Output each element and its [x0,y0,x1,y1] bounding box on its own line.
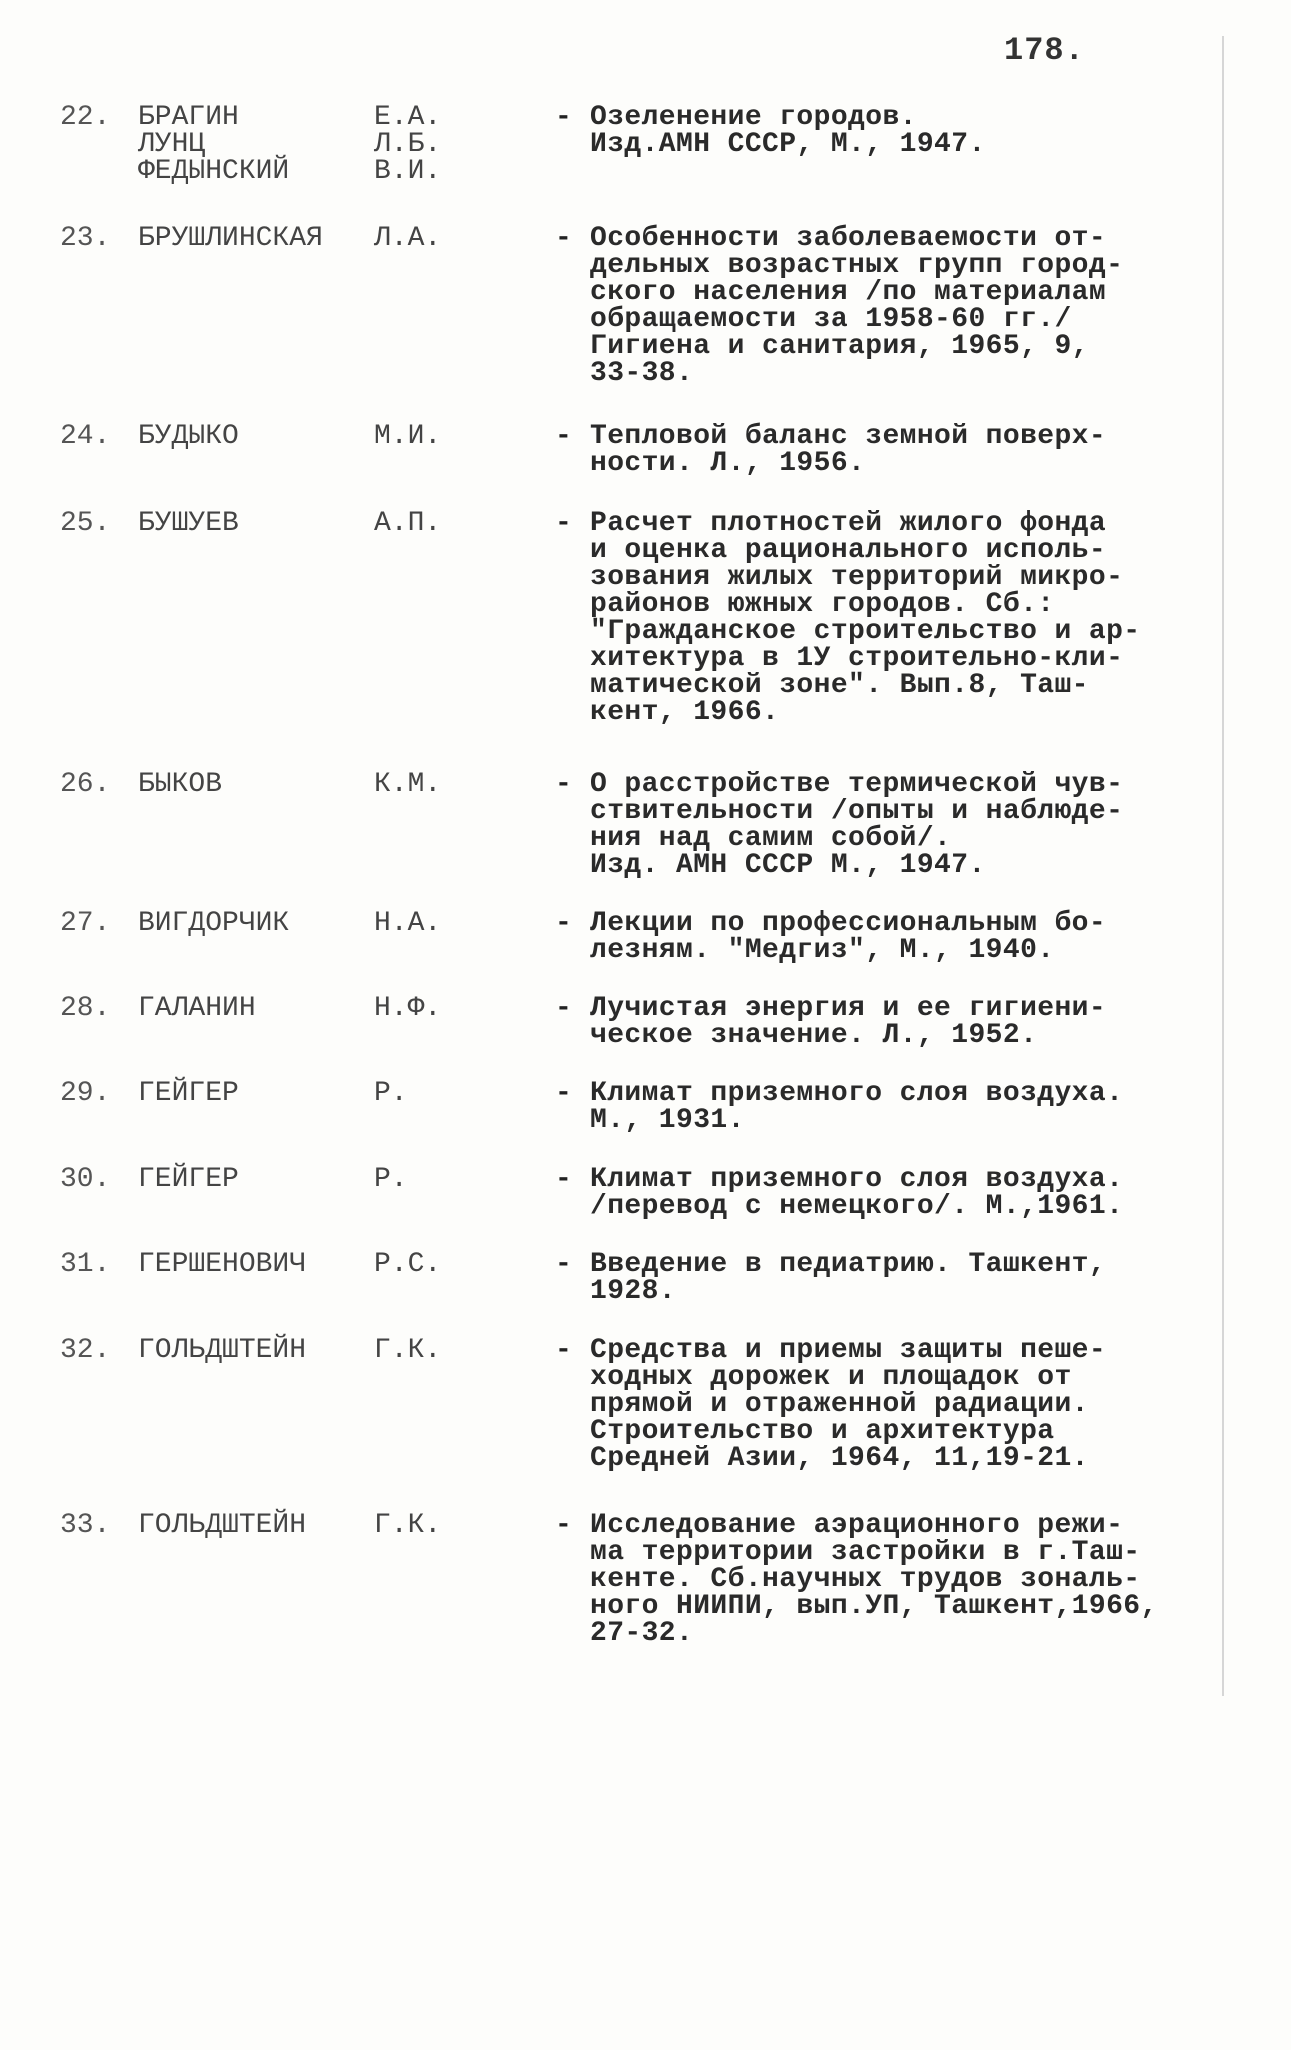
author-surname: ЛУНЦ [138,129,206,160]
reference-line: Строительство и архитектура [590,1416,1055,1447]
reference-line: Введение в педиатрию. Ташкент, [590,1249,1107,1280]
entry-number: 24. [60,421,111,452]
entry-authors [138,510,558,537]
author-initials: Л.Б. [374,129,442,160]
author-surname: ГЕЙГЕР [138,1164,239,1195]
entry-authors [138,1080,558,1107]
entry-number: 30. [60,1164,111,1195]
author-surname: ВИГДОРЧИК [138,908,290,939]
entry-reference [590,995,1220,1049]
reference-line: Средней Азии, 1964, 11,19-21. [590,1443,1089,1474]
author-initials: Р. [374,1164,408,1195]
reference-line: "Гражданское строительство и ар- [590,616,1141,647]
author-row [138,1337,558,1364]
entry-authors [138,1337,558,1364]
entry-reference [590,1251,1220,1305]
entry-dash: - [555,1078,572,1109]
entry-authors [138,1251,558,1278]
reference-line: Лекции по профессиональным бо- [590,908,1107,939]
reference-line: М., 1931. [590,1105,745,1136]
reference-line: Особенности заболеваемости от- [590,223,1107,254]
entry-dash: - [555,908,572,939]
entry-authors [138,1512,558,1539]
author-row [138,158,558,185]
reference-line: кенте. Сб.научных трудов зональ- [590,1564,1141,1595]
author-surname: БУДЫКО [138,421,239,452]
reference-line: ходных дорожек и площадок от [590,1362,1072,1393]
entry-number: 26. [60,769,111,800]
entry-authors [138,995,558,1022]
author-initials: Р. [374,1078,408,1109]
entry-dash: - [555,1335,572,1366]
author-surname: ГЕРШЕНОВИЧ [138,1249,307,1280]
entry-authors [138,225,558,252]
entry-number: 31. [60,1249,111,1280]
reference-line: обращаемости за 1958-60 гг./ [590,304,1072,335]
entry-reference [590,1080,1220,1134]
entry-authors [138,1166,558,1193]
author-initials: Е.А. [374,102,442,133]
reference-line: /перевод с немецкого/. М.,1961. [590,1191,1124,1222]
page-edge-line [1222,36,1224,1696]
reference-line: дельных возрастных групп город- [590,250,1124,281]
entry-dash: - [555,769,572,800]
reference-line: лезням. "Медгиз", М., 1940. [590,935,1055,966]
author-initials: Р.С. [374,1249,442,1280]
author-surname: ГАЛАНИН [138,993,256,1024]
author-surname: ГОЛЬДШТЕЙН [138,1510,307,1541]
reference-line: кент, 1966. [590,697,780,728]
author-row [138,423,558,450]
reference-line: Климат приземного слоя воздуха. [590,1164,1124,1195]
author-surname: БРАГИН [138,102,239,133]
reference-line: 1928. [590,1276,677,1307]
entry-dash: - [555,993,572,1024]
entry-dash: - [555,1510,572,1541]
entry-authors [138,423,558,450]
reference-line: хитектура в 1У строительно-кли- [590,643,1124,674]
reference-line: матической зоне". Вып.8, Таш- [590,670,1089,701]
entry-number: 25. [60,508,111,539]
entry-authors [138,771,558,798]
entry-reference [590,104,1220,158]
reference-line: Исследование аэрационного режи- [590,1510,1124,1541]
reference-line: Озеленение городов. [590,102,917,133]
reference-line: и оценка рационального исполь- [590,535,1107,566]
entry-dash: - [555,1249,572,1280]
reference-line: ности. Л., 1956. [590,448,866,479]
entry-reference [590,910,1220,964]
author-surname: БРУШЛИНСКАЯ [138,223,323,254]
author-row [138,510,558,537]
author-row [138,1251,558,1278]
reference-line: Расчет плотностей жилого фонда [590,508,1107,539]
author-initials: В.И. [374,156,442,187]
author-row [138,225,558,252]
reference-line: ния над самим собой/. [590,823,952,854]
reference-line: ского населения /по материалам [590,277,1107,308]
author-initials: К.М. [374,769,442,800]
reference-line: Изд. АМН СССР М., 1947. [590,850,986,881]
page-number: 178. [1004,32,1085,69]
reference-line: ного НИИПИ, вып.УП, Ташкент,1966, [590,1591,1158,1622]
reference-line: Средства и приемы защиты пеше- [590,1335,1107,1366]
reference-line: районов южных городов. Сб.: [590,589,1055,620]
author-row [138,131,558,158]
entry-dash: - [555,508,572,539]
entry-reference [590,225,1220,387]
author-initials: А.П. [374,508,442,539]
author-surname: ФЕДЫНСКИЙ [138,156,290,187]
author-surname: БЫКОВ [138,769,223,800]
reference-line: Гигиена и санитария, 1965, 9, [590,331,1089,362]
entry-reference [590,510,1220,726]
author-initials: Г.К. [374,1510,442,1541]
reference-line: ческое значение. Л., 1952. [590,1020,1038,1051]
reference-line: Тепловой баланс земной поверх- [590,421,1107,452]
reference-line: зования жилых территорий микро- [590,562,1124,593]
reference-line: О расстройстве термической чув- [590,769,1124,800]
reference-line: Изд.АМН СССР, М., 1947. [590,129,986,160]
author-row [138,995,558,1022]
entry-number: 23. [60,223,111,254]
reference-line: ма территории застройки в г.Таш- [590,1537,1141,1568]
author-row [138,771,558,798]
entry-dash: - [555,1164,572,1195]
entry-number: 22. [60,102,111,133]
reference-line: 27-32. [590,1618,694,1649]
entry-authors [138,104,558,185]
author-row [138,1512,558,1539]
author-surname: ГЕЙГЕР [138,1078,239,1109]
entry-number: 33. [60,1510,111,1541]
author-surname: БУШУЕВ [138,508,239,539]
entry-number: 32. [60,1335,111,1366]
entry-reference [590,423,1220,477]
reference-line: Лучистая энергия и ее гигиени- [590,993,1107,1024]
author-initials: М.И. [374,421,442,452]
entry-reference [590,1337,1220,1472]
entry-reference [590,1512,1220,1647]
entry-number: 27. [60,908,111,939]
reference-line: ствительности /опыты и наблюде- [590,796,1124,827]
entry-authors [138,910,558,937]
entry-reference [590,771,1220,879]
entry-dash: - [555,421,572,452]
author-row [138,1166,558,1193]
author-initials: Г.К. [374,1335,442,1366]
reference-line: прямой и отраженной радиации. [590,1389,1089,1420]
author-row [138,1080,558,1107]
entry-number: 28. [60,993,111,1024]
entry-dash: - [555,102,572,133]
entry-number: 29. [60,1078,111,1109]
author-row [138,910,558,937]
author-initials: Н.Ф. [374,993,442,1024]
reference-line: 33-38. [590,358,694,389]
entry-dash: - [555,223,572,254]
author-initials: Н.А. [374,908,442,939]
author-surname: ГОЛЬДШТЕЙН [138,1335,307,1366]
author-initials: Л.А. [374,223,442,254]
reference-line: Климат приземного слоя воздуха. [590,1078,1124,1109]
author-row [138,104,558,131]
entry-reference [590,1166,1220,1220]
